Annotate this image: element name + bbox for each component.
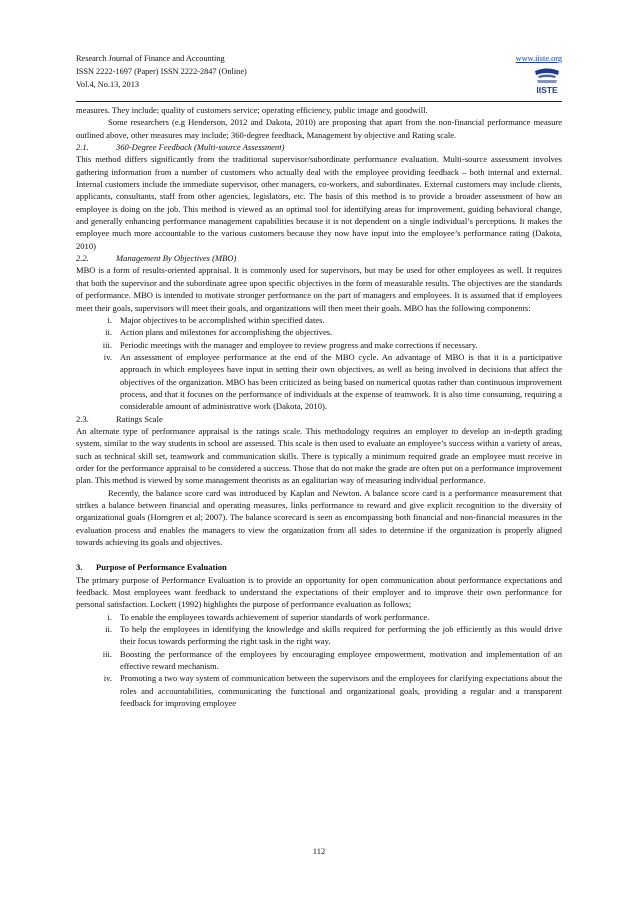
- list-text: To help the employees in identifying the knowledge and skills required for performing the job efficiently as this would drive their focus towards performing the right task in the right way.: [120, 624, 562, 647]
- list-text: Action plans and milestones for accomplishing the objectives.: [120, 327, 333, 338]
- section-heading-2-3: [76, 413, 562, 425]
- iiste-logo: [532, 67, 562, 95]
- page-header: [76, 52, 562, 98]
- section-title: 360-Degree Feedback (Multi-source Assessment): [116, 142, 285, 153]
- list-numeral: iii.: [102, 339, 112, 350]
- section-number: 2.1.: [76, 142, 89, 153]
- issn-line: ISSN 2222-1697 (Paper) ISSN 2222-2847 (Online): [76, 67, 247, 76]
- list-item: [76, 648, 562, 673]
- section-heading-3: [76, 561, 562, 573]
- journal-url-link[interactable]: www.iiste.org: [515, 54, 562, 63]
- section-title: Purpose of Performance Evaluation: [96, 562, 227, 573]
- list-numeral: i.: [107, 611, 112, 622]
- page-number: 112: [312, 846, 326, 856]
- list-numeral: iii.: [102, 648, 112, 659]
- mbo-components-list: [76, 314, 562, 413]
- journal-name: Research Journal of Finance and Accounting: [76, 54, 225, 63]
- list-item: [76, 351, 562, 413]
- list-item: [76, 339, 562, 351]
- list-item: [76, 611, 562, 623]
- section-number: 2.3.: [76, 413, 89, 424]
- list-numeral: i.: [107, 314, 112, 325]
- list-item: [76, 623, 562, 648]
- paragraph: The primary purpose of Performance Evaluation is to provide an opportunity for open communication about performance expectations and feedback. Most employees want feedback to understand the expectations of their employer and to improve their own performance for personal satisfaction. Lockett (1992) highlights the purpose of performance evaluation as follows;: [76, 574, 562, 610]
- paragraph: Recently, the balance score card was introduced by Kaplan and Newton. A balance score card is a performance measurement that strikes a balance between financial and operating measures, links performance to reward and give explicit recognition to the diversity of organizational goals (Horngren et al; 2007). The balance scorecard is seen as encompassing both financial and non-financial measures in the evaluation process and enables the managers to view the organization from all sides to determine if the organization is properly aligned towards achieving its goals and objectives.: [76, 487, 562, 548]
- paragraph: This method differs significantly from the traditional supervisor/subordinate performance evaluation. Multi-source assessment involves gathering information from a number of customers who actually deal with the employee providing feedback – both internal and external. Internal customers include the immediate supervisor, other managers, co-workers, and subordinates. External customers may include clients, applicants, consultants, staff from other agencies, legislators, etc. The basis of this method is to provide a broader assessment of how an employee is doing on the job. This method is viewed as an optimal tool for identifying areas for improvement, guiding behavioral change, and generally enhancing performance management capabilities because it is not dependent on a single individual’s perceptions. It makes the employee much more accountable to the various customers because they now have input into the employee’s performance rating (Dakota, 2010): [76, 154, 562, 251]
- list-text: Major objectives to be accomplished within specified dates.: [120, 314, 325, 325]
- section-heading-2-1: [76, 141, 562, 153]
- paragraph: MBO is a form of results-oriented appraisal. It is commonly used for supervisors, but may be used for other employees as well. It requires that both the supervisor and the subordinate agree upon specific objectives in the form of measurable results. The objectives are the standards of performance. MBO is intended to motivate stronger performance on the part of managers and employees. It is assumed that if employees meet their goals, supervisors will meet their goals, and organizations will then meet their goals. MBO has the following components:: [76, 265, 562, 313]
- paragraph: Some researchers (e.g Henderson, 2012 and Dakota, 2010) are proposing that apart from the non-financial performance measure outlined above, other measures may include; 360-degree feedback, Management by objective and Rating scale.: [76, 117, 562, 140]
- list-numeral: ii.: [105, 327, 112, 338]
- list-text: Promoting a two way system of communication between the supervisors and the employees for clarifying expectations about the roles and accountabilities, communicating the functional and organizational goals, providing a regular and a transparent feedback for improving employee: [120, 673, 562, 709]
- list-item: [76, 326, 562, 338]
- paragraph: An alternate type of performance appraisal is the ratings scale. This methodology requires an employer to develop an in-depth grading system, similar to the way students in school are assessed. This scale is then used to evaluate an employee’s success within a variety of areas, such as technical skill set, teamwork and communication skills. There is typically a minimum required grade an employee must receive in order for the performance appraisal to be considered a success. Those that do not make the grade are often put on a performance improvement plan. This method is viewed by some management theorists as an egalitarian way of measuring individual performance.: [76, 425, 562, 486]
- volume-line: Vol.4, No.13, 2013: [76, 80, 139, 89]
- section-heading-2-2: [76, 252, 562, 264]
- list-text: Boosting the performance of the employees by encouraging employee empowerment, motivation and implementation of an effective reward mechanism.: [120, 648, 562, 672]
- header-rule: [76, 101, 562, 102]
- section-title: Ratings Scale: [116, 413, 163, 424]
- purpose-list: [76, 611, 562, 710]
- paragraph: measures. They include; quality of customers service; operating efficiency, public image and goodwill.: [76, 105, 428, 115]
- logo-text: IISTE: [536, 85, 558, 95]
- list-item: [76, 672, 562, 709]
- section-number: 2.2.: [76, 253, 89, 264]
- list-numeral: iv.: [103, 351, 112, 362]
- list-text: Periodic meetings with the manager and employee to review progress and make corrections if necessary.: [120, 339, 478, 350]
- section-title: Management By Objectives (MBO): [116, 253, 237, 264]
- list-text: To enable the employees towards achievement of superior standards of work performance.: [120, 611, 430, 622]
- article-body: [76, 104, 562, 710]
- list-item: [76, 314, 562, 326]
- list-text: An assessment of employee performance at the end of the MBO cycle. An advantage of MBO is that it is a participative approach in which employees have input in setting their own objectives, as well as being involved in decisions that affect the objectives of the organization. MBO has been criticized as being based on numerical quotas rather than continuous improvement process, and that it focuses on the performance of individuals at the expense of teamwork. It is also time consuming, requiring a considerable amount of administrative work (Dakota, 2010).: [120, 351, 562, 412]
- section-number: 3.: [76, 562, 83, 573]
- list-numeral: ii.: [105, 624, 112, 635]
- list-numeral: iv.: [103, 673, 112, 684]
